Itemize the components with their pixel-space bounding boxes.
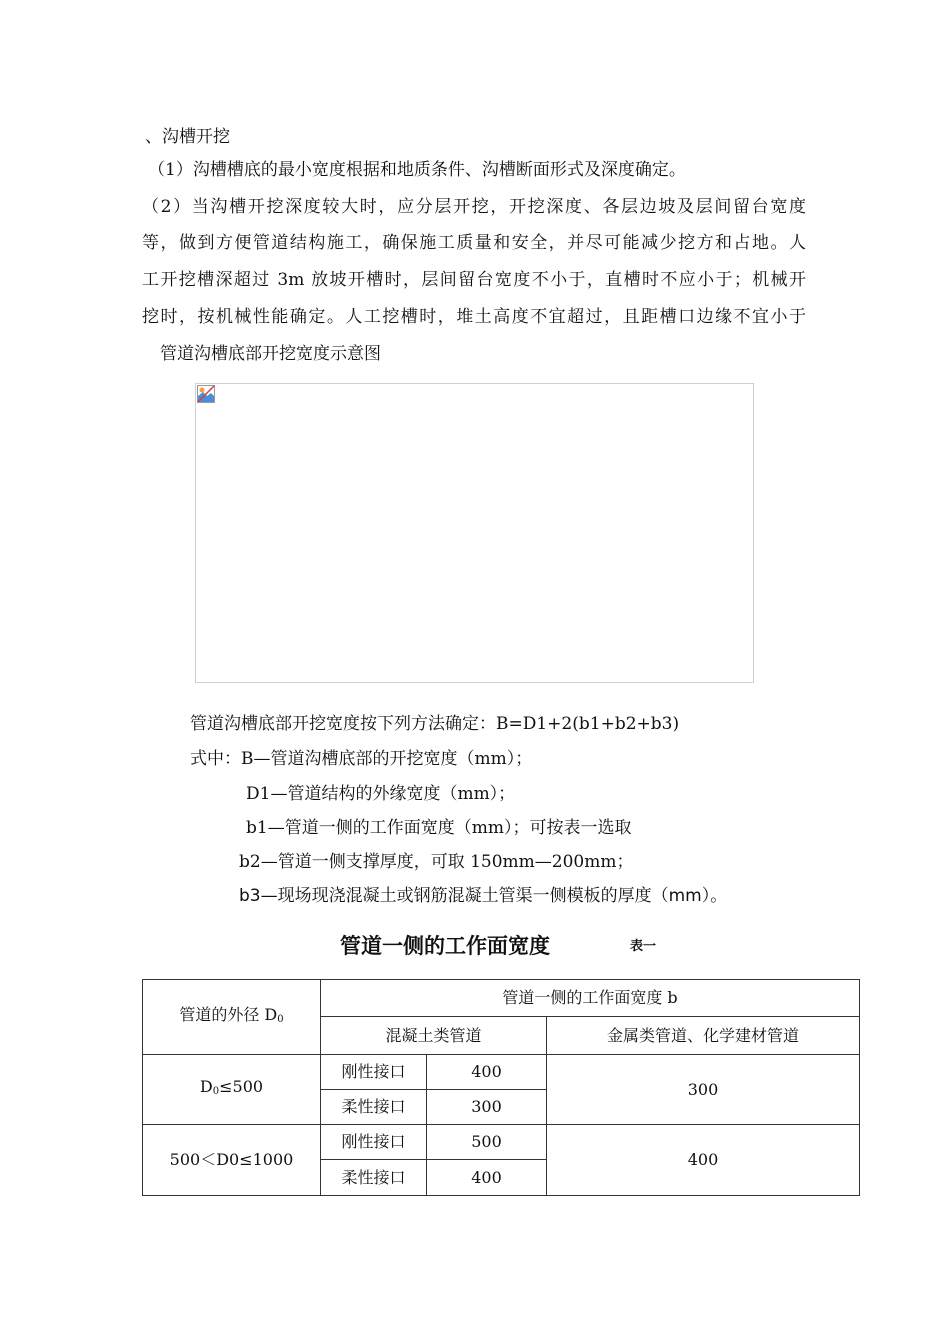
joint-type-cell: 刚性接口 (321, 1055, 427, 1090)
joint-type-cell: 刚性接口 (321, 1125, 427, 1160)
paragraph-2-line-4: 挖时，按机械性能确定。人工挖槽时，堆土高度不宜超过，且距槽口边缘不宜小于 (142, 307, 806, 327)
paragraph-2-line-1: （2）当沟槽开挖深度较大时，应分层开挖，开挖深度、各层边坡及层间留台宽度 (142, 197, 806, 217)
formula-b3: b3—现场现浇混凝土或钢筋混凝土管渠一侧模板的厚度（mm）。 (239, 886, 728, 906)
concrete-value-cell: 300 (427, 1090, 547, 1125)
header-outer-diameter (143, 980, 321, 1055)
range-cell: 500＜D0≤1000 (143, 1125, 321, 1196)
concrete-value-cell: 400 (427, 1055, 547, 1090)
joint-type-cell: 柔性接口 (321, 1160, 427, 1196)
range-subscript: 0 (212, 1086, 220, 1097)
concrete-value-cell: 500 (427, 1125, 547, 1160)
table-number: 表一 (630, 939, 657, 954)
table-header-row-1 (143, 980, 860, 1017)
range-prefix: D (199, 1077, 213, 1096)
metal-value-cell: 300 (547, 1055, 860, 1125)
formula-b1: b1—管道一侧的工作面宽度（mm）；可按表一选取 (246, 818, 632, 838)
formula-d1: D1—管道结构的外缘宽度（mm）； (246, 784, 516, 804)
header-concrete-pipe: 混凝土类管道 (321, 1017, 547, 1055)
figure-caption: 管道沟槽底部开挖宽度示意图 (160, 344, 381, 364)
section-heading: 、沟槽开挖 (145, 127, 230, 147)
table-title: 管道一侧的工作面宽度 (340, 934, 550, 958)
range-suffix: ≤500 (219, 1077, 264, 1096)
table-row (143, 1055, 860, 1090)
work-width-table (142, 979, 860, 1196)
broken-image-icon (197, 385, 215, 403)
paragraph-2-line-2: 等，做到方便管道结构施工，确保施工质量和安全，并尽可能减少挖方和占地。人 (142, 233, 806, 253)
figure-image-placeholder (195, 383, 754, 683)
range-cell (143, 1055, 321, 1125)
header-work-width: 管道一侧的工作面宽度 b (321, 980, 860, 1017)
header-metal-pipe: 金属类管道、化学建材管道 (547, 1017, 860, 1055)
header-outer-subscript: 0 (277, 1013, 284, 1025)
paragraph-1: （1）沟槽槽底的最小宽度根据和地质条件、沟槽断面形式及深度确定。 (148, 160, 686, 180)
formula-b2: b2—管道一侧支撑厚度，可取 150mm—200mm； (239, 852, 634, 872)
metal-value-cell: 400 (547, 1125, 860, 1196)
joint-type-cell: 柔性接口 (321, 1090, 427, 1125)
header-outer-text: 管道的外径 D (179, 1004, 278, 1024)
formula-where-b: 式中：B—管道沟槽底部的开挖宽度（mm）； (190, 749, 533, 769)
table-row (143, 1125, 860, 1160)
formula-intro: 管道沟槽底部开挖宽度按下列方法确定：B=D1+2(b1+b2+b3) (190, 714, 680, 734)
paragraph-2-line-3: 工开挖槽深超过 3m 放坡开槽时，层间留台宽度不小于，直槽时不应小于；机械开 (142, 270, 806, 290)
concrete-value-cell: 400 (427, 1160, 547, 1196)
